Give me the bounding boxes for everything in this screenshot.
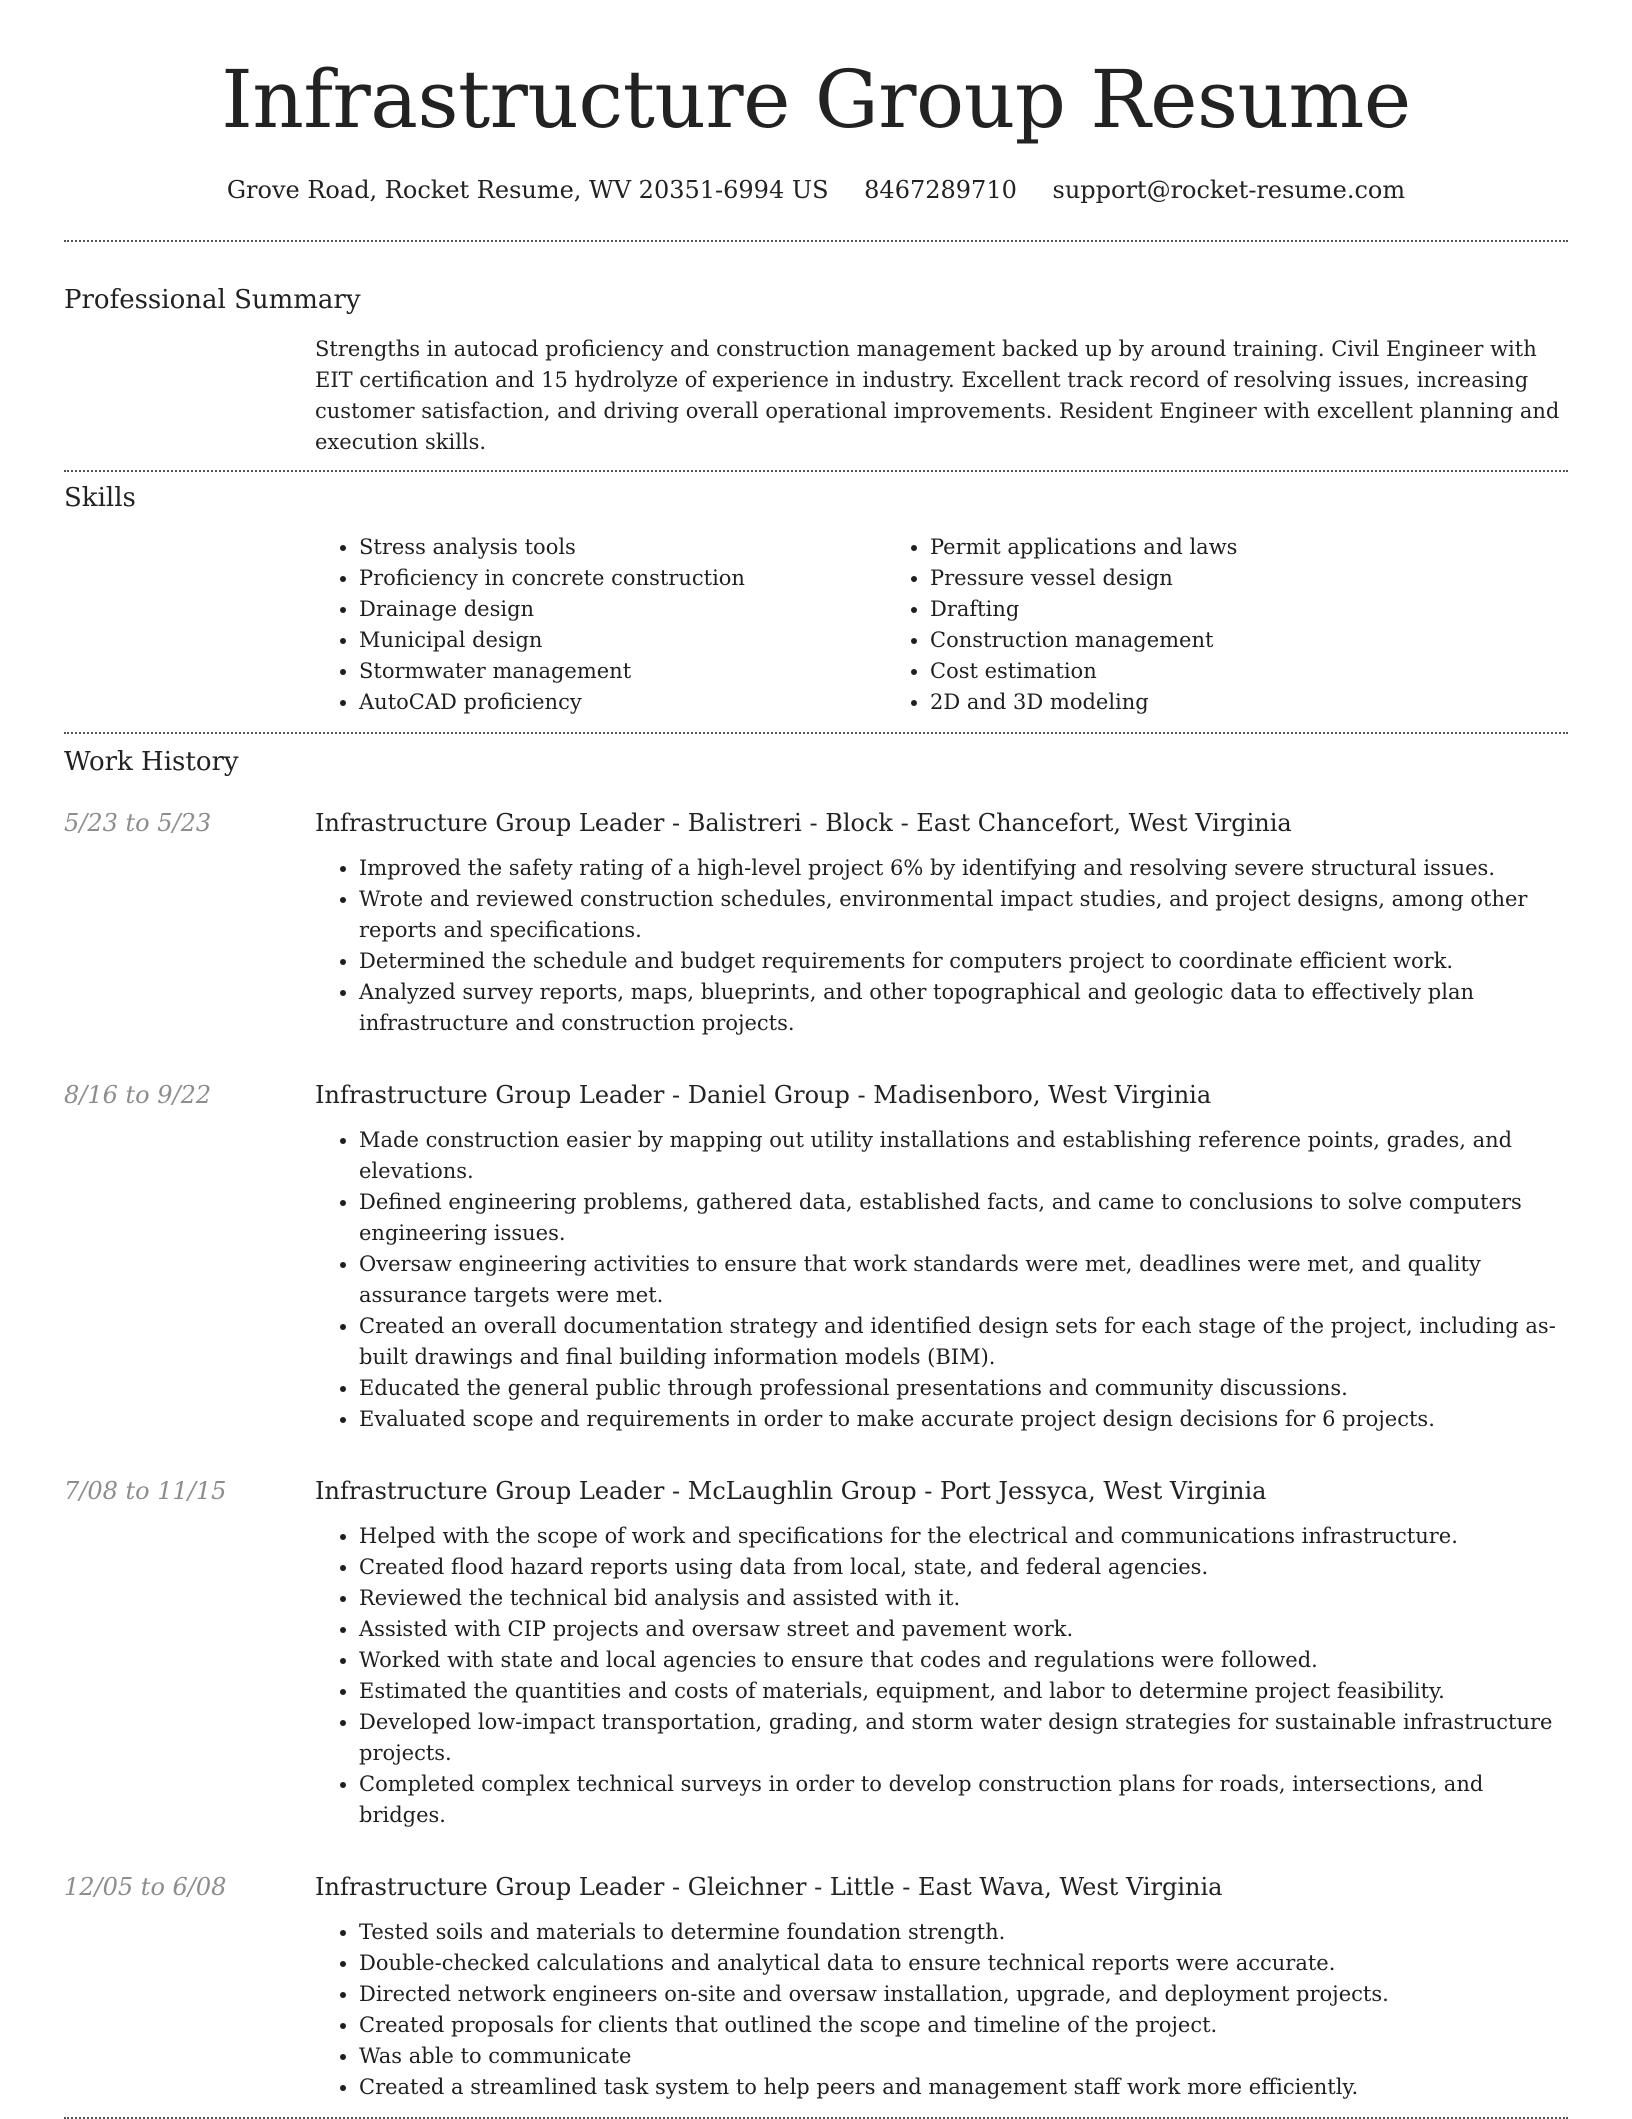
divider [64, 470, 1568, 472]
skill-item: • Permit applications and laws [930, 532, 1486, 563]
job-bullet: • Estimated the quantities and costs of materials, equipment, and labor to determine project feasibility. [359, 1676, 1568, 1707]
job-bullet: • Oversaw engineering activities to ensure that work standards were met, deadlines were met, and quality assurance targets were met. [359, 1249, 1568, 1311]
job-entry [64, 807, 1568, 1039]
job-bullet: • Defined engineering problems, gathered data, established facts, and came to conclusions to solve computers engineering issues. [359, 1187, 1568, 1249]
job-title: Infrastructure Group Leader - Daniel Group - Madisenboro, West Virginia [315, 1081, 1212, 1109]
job-title: Infrastructure Group Leader - McLaughlin Group - Port Jessyca, West Virginia [315, 1477, 1267, 1505]
contact-line [64, 174, 1568, 206]
job-bullet: • Tested soils and materials to determine foundation strength. [359, 1917, 1568, 1948]
job-entry [64, 1871, 1568, 2103]
skill-item: • Construction management [930, 625, 1486, 656]
skill-item: • AutoCAD proficiency [359, 687, 886, 718]
job-bullet: • Assisted with CIP projects and oversaw street and pavement work. [359, 1614, 1568, 1645]
job-header [64, 1475, 1568, 1507]
job-bullet: • Helped with the scope of work and specifications for the electrical and communications infrastructure. [359, 1521, 1568, 1552]
work-history-section [64, 745, 1568, 2103]
job-bullet: • Reviewed the technical bid analysis and assisted with it. [359, 1583, 1568, 1614]
skills-column-right [886, 532, 1486, 718]
job-bullet-list [315, 853, 1568, 1039]
job-list [64, 807, 1568, 2103]
job-bullet: • Was able to communicate [359, 2041, 1568, 2072]
skills-list [315, 532, 1568, 718]
section-title-work-history: Work History [64, 747, 239, 777]
job-bullet: • Educated the general public through professional presentations and community discussions. [359, 1373, 1568, 1404]
job-bullet: • Improved the safety rating of a high-level project 6% by identifying and resolving severe structural issues. [359, 853, 1568, 884]
skill-item: • Pressure vessel design [930, 563, 1486, 594]
job-header [64, 1871, 1568, 1903]
job-bullet-list [315, 1521, 1568, 1831]
job-bullet: • Wrote and reviewed construction schedules, environmental impact studies, and project designs, among other reports and specifications. [359, 884, 1568, 946]
job-bullet: • Created flood hazard reports using data from local, state, and federal agencies. [359, 1552, 1568, 1583]
job-bullet: • Created a streamlined task system to help peers and management staff work more efficiently. [359, 2072, 1568, 2103]
skills-column-left [315, 532, 886, 718]
job-bullet: • Directed network engineers on-site and oversaw installation, upgrade, and deployment projects. [359, 1979, 1568, 2010]
job-bullet: • Created an overall documentation strategy and identified design sets for each stage of the project, including as-built drawings and final building information models (BIM). [359, 1311, 1568, 1373]
skill-item: • 2D and 3D modeling [930, 687, 1486, 718]
job-dates: 7/08 to 11/15 [64, 1477, 227, 1505]
skills-section [64, 481, 1568, 718]
job-bullet: • Developed low-impact transportation, grading, and storm water design strategies for sustainable infrastructure projects. [359, 1707, 1568, 1769]
job-bullet: • Worked with state and local agencies to ensure that codes and regulations were followed. [359, 1645, 1568, 1676]
skill-item: • Cost estimation [930, 656, 1486, 687]
skill-item: • Proficiency in concrete construction [359, 563, 886, 594]
resume-name: Infrastructure Group Resume [221, 53, 1411, 146]
divider [64, 240, 1568, 242]
section-title-skills: Skills [64, 483, 136, 513]
resume-page [64, 0, 1568, 2119]
skill-item: • Municipal design [359, 625, 886, 656]
contact-address: Grove Road, Rocket Resume, WV 20351-6994 US [226, 176, 829, 204]
job-title: Infrastructure Group Leader - Gleichner - Little - East Wava, West Virginia [315, 1873, 1223, 1901]
job-bullet: • Analyzed survey reports, maps, blueprints, and other topographical and geologic data to effectively plan infrastructure and construction projects. [359, 977, 1568, 1039]
job-bullet-list [315, 1125, 1568, 1435]
job-entry [64, 1079, 1568, 1435]
summary-section [64, 283, 1568, 458]
summary-text: Strengths in autocad proficiency and construction management backed up by around training. Civil Engineer with EIT certification and 15 hydrolyze of experience in industry. Excellent track record of resolving issues, increasing customer satisfaction, and driving overall operational improvements. Resident Engineer with excellent planning and execution skills. [315, 337, 1560, 454]
job-bullet: • Double-checked calculations and analytical data to ensure technical reports were accurate. [359, 1948, 1568, 1979]
job-bullet: • Evaluated scope and requirements in order to make accurate project design decisions for 6 projects. [359, 1404, 1568, 1435]
job-header [64, 1079, 1568, 1111]
skill-item: • Drainage design [359, 594, 886, 625]
job-bullet-list [315, 1917, 1568, 2103]
job-dates: 12/05 to 6/08 [64, 1873, 227, 1901]
job-dates: 8/16 to 9/22 [64, 1081, 212, 1109]
skill-item: • Stormwater management [359, 656, 886, 687]
job-bullet: • Completed complex technical surveys in order to develop construction plans for roads, intersections, and bridges. [359, 1769, 1568, 1831]
skill-item: • Drafting [930, 594, 1486, 625]
divider [64, 732, 1568, 734]
job-header [64, 807, 1568, 839]
job-bullet: • Made construction easier by mapping out utility installations and establishing reference points, grades, and elevations. [359, 1125, 1568, 1187]
job-entry [64, 1475, 1568, 1831]
contact-email: support@rocket-resume.com [1052, 176, 1406, 204]
job-title: Infrastructure Group Leader - Balistreri - Block - East Chancefort, West Virginia [315, 809, 1292, 837]
contact-phone: 8467289710 [864, 176, 1017, 204]
job-dates: 5/23 to 5/23 [64, 809, 212, 837]
job-bullet: • Created proposals for clients that outlined the scope and timeline of the project. [359, 2010, 1568, 2041]
skill-item: • Stress analysis tools [359, 532, 886, 563]
job-bullet: • Determined the schedule and budget requirements for computers project to coordinate efficient work. [359, 946, 1568, 977]
section-title-summary: Professional Summary [64, 285, 361, 315]
